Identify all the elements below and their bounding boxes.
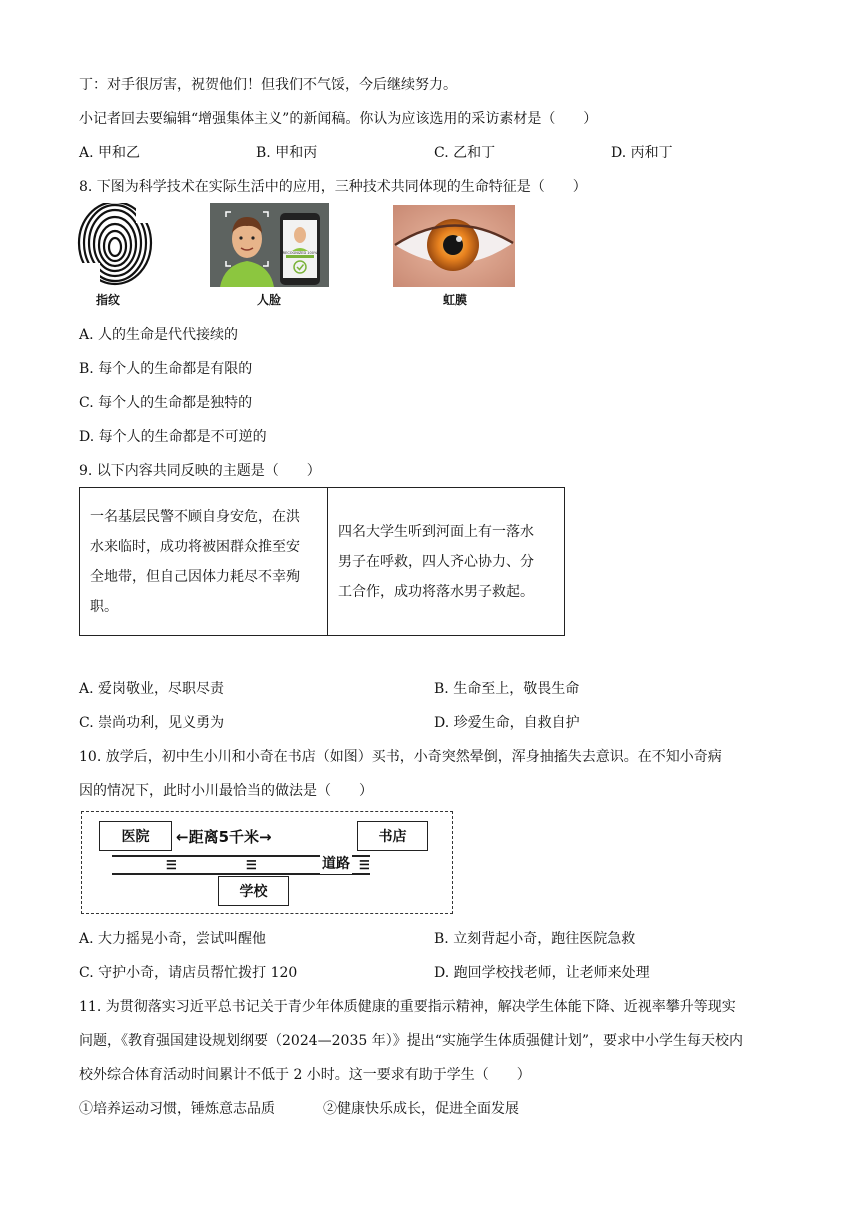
caption-fingerprint: 指纹 (96, 293, 121, 307)
face-recognition-image (210, 203, 329, 287)
q7-statement-ding: 丁：对手很厉害，祝贺他们！但我们不气馁，今后继续努力。 (79, 77, 457, 93)
q9-option-a: A. 爱岗敬业，尽职尽责 (79, 681, 225, 697)
q11-stem-line-2: 问题，《教育强国建设规划纲要（2024—2035 年）》提出“实施学生体质强健计划”，要求中小学生每天校内 (79, 1033, 744, 1049)
q9-material-right: 四名大学生听到河面上有一落水 男子在呼救，四人齐心协力、分 工合作，成功将落水男子救起。 (328, 488, 565, 636)
q9-material-table (79, 487, 565, 636)
map-road-label: 道路 (322, 856, 350, 872)
q8-option-b: B. 每个人的生命都是有限的 (79, 361, 253, 377)
q11-stem-line-1: 11. 为贯彻落实习近平总书记关于青少年体质健康的重要指示精神，解决学生体能下降、近视率攀升等现实 (79, 999, 736, 1015)
q7-option-b: B. 甲和丙 (256, 145, 318, 161)
q10-stem-line-1: 10. 放学后，初中生小川和小奇在书店（如图）买书，小奇突然晕倒，浑身抽搐失去意识。在不知小奇病 (79, 749, 722, 765)
q9-material-left: 一名基层民警不顾自身安危，在洪 水来临时，成功将被困群众推至安 全地带，但自己因体力耗尽不幸殉 职。 (80, 488, 328, 636)
map-school: 学校 (218, 876, 289, 906)
q8-option-d: D. 每个人的生命都是不可逆的 (79, 429, 267, 445)
caption-iris: 虹膜 (443, 293, 468, 307)
lane-mark-2: ☰ (246, 858, 257, 872)
q8-option-a: A. 人的生命是代代接续的 (79, 327, 239, 343)
q8-option-c: C. 每个人的生命都是独特的 (79, 395, 253, 411)
q7-option-c: C. 乙和丁 (434, 145, 496, 161)
q11-item-1: ①培养运动习惯，锤炼意志品质 (79, 1101, 275, 1117)
q9-option-c: C. 崇尚功利，见义勇为 (79, 715, 225, 731)
q10-stem-line-2: 因的情况下，此时小川最恰当的做法是（ ） (79, 783, 373, 799)
map-bookstore: 书店 (357, 821, 428, 851)
map-hospital: 医院 (99, 821, 172, 851)
phone-recognized-text: RECOGNIZED 100% (282, 251, 318, 255)
q9-stem: 9. 以下内容共同反映的主题是（ ） (79, 463, 321, 479)
q8-stem: 8. 下图为科学技术在实际生活中的应用，三种技术共同体现的生命特征是（ ） (79, 179, 587, 195)
q10-option-a: A. 大力摇晃小奇，尝试叫醒他 (79, 931, 267, 947)
fingerprint-image (76, 203, 154, 287)
q7-option-a: A. 甲和乙 (79, 145, 141, 161)
lane-mark-3: ☰ (359, 858, 370, 872)
q9-option-d: D. 珍爱生命，自救自护 (434, 715, 580, 731)
lane-mark-1: ☰ (166, 858, 177, 872)
iris-image (393, 205, 515, 287)
q11-item-2: ②健康快乐成长，促进全面发展 (323, 1101, 519, 1117)
caption-face: 人脸 (257, 293, 282, 307)
q10-option-c: C. 守护小奇，请店员帮忙拨打 120 (79, 965, 298, 981)
q7-stem: 小记者回去要编辑“增强集体主义”的新闻稿。你认为应该选用的采访素材是（ ） (79, 111, 598, 127)
q11-stem-line-3: 校外综合体育活动时间累计不低于 2 小时。这一要求有助于学生（ ） (79, 1067, 531, 1083)
q7-option-d: D. 丙和丁 (611, 145, 673, 161)
q10-option-d: D. 跑回学校找老师，让老师来处理 (434, 965, 650, 981)
q10-option-b: B. 立刻背起小奇，跑往医院急救 (434, 931, 636, 947)
q9-option-b: B. 生命至上，敬畏生命 (434, 681, 580, 697)
map-distance-label: ←距离5千米→ (176, 828, 272, 846)
